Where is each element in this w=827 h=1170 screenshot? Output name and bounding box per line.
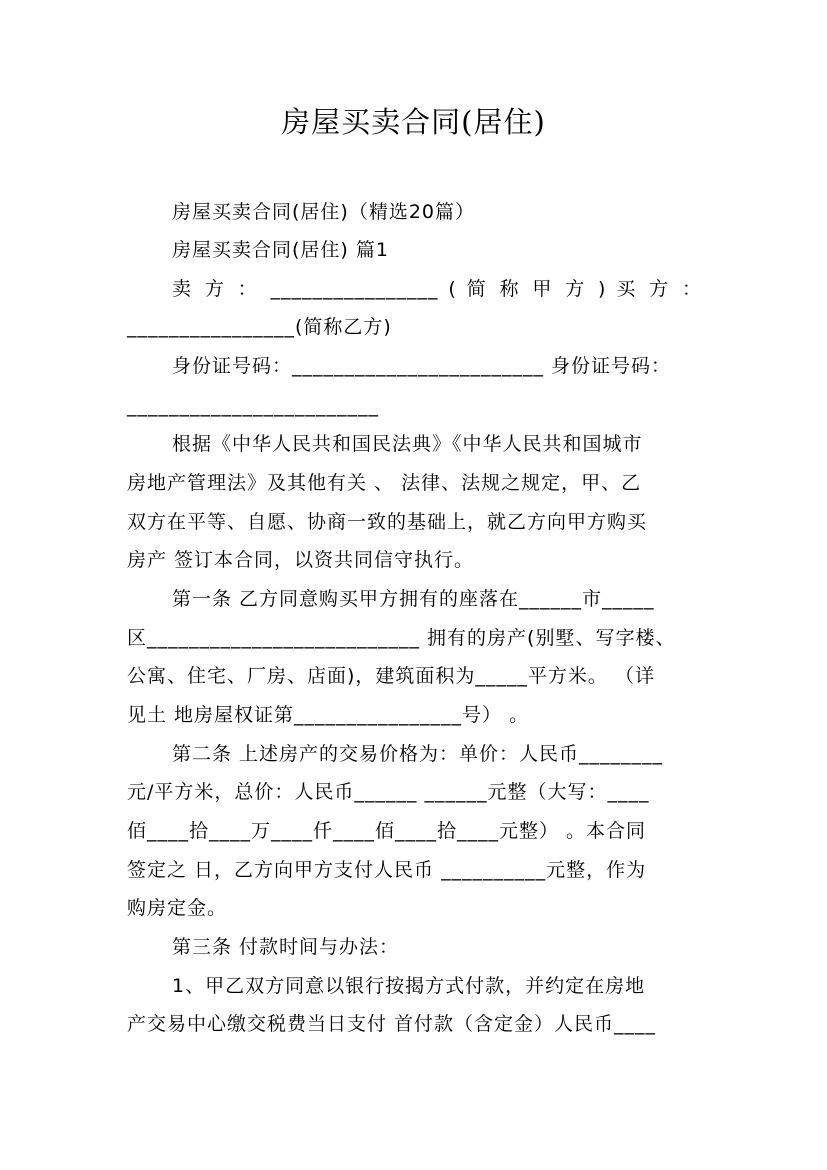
paragraph-line: 根据《中华人民共和国民法典》《中华人民共和国城市 [172, 433, 643, 455]
paragraph-line: 公寓、住宅、厂房、店面)，建筑面积为_____平方米。 （详 [127, 665, 655, 687]
buyer-abbrev-line: ________________(简称乙方) [127, 316, 392, 338]
subtitle-line: 房屋买卖合同(居住)（精选20篇） [172, 201, 476, 223]
paragraph-line: 见土 地房屋权证第________________号） 。 [127, 704, 530, 726]
paragraph-line: 双方在平等、自愿、协商一致的基础上，就乙方向甲方购买 [127, 511, 648, 533]
paragraph-line: 房产 签订本合同，以资共同信守执行。 [127, 549, 475, 571]
paragraph-line: 购房定金。 [127, 897, 228, 919]
paragraph-line: 佰____拾____万____仟____佰____拾____元整） 。本合同 [127, 820, 647, 842]
document-title: 房屋买卖合同(居住) [281, 105, 546, 139]
paragraph-line: 1、甲乙双方同意以银行按揭方式付款，并约定在房地 [172, 975, 646, 997]
id-number-line: 身份证号码：________________________ 身份证号码： [172, 355, 672, 377]
article-three-line: 第三条 付款时间与办法： [172, 936, 400, 958]
seller-buyer-line: 卖 方 ： ________________ ( 简 称 甲 方 ) 买 方 ： [172, 278, 702, 300]
article-one-line: 第一条 乙方同意购买甲方拥有的座落在______市_____ [172, 588, 655, 610]
paragraph-line: 元/平方米，总价：人民币______ ______元整（大写：____ [127, 781, 650, 803]
paragraph-line: 签定之 日，乙方向甲方支付人民币 __________元整，作为 [127, 859, 647, 881]
paragraph-line: 产交易中心缴交税费当日支付 首付款（含定金）人民币____ [127, 1013, 657, 1035]
article-two-line: 第二条 上述房产的交易价格为：单价：人民币________ [172, 743, 664, 765]
id-number-blank-line: ________________________ [127, 395, 379, 417]
paragraph-line: 区__________________________ 拥有的房产(别墅、写字楼、 [127, 627, 676, 649]
paragraph-line: 房地产管理法》及其他有关 、 法律、法规之规定，甲、乙 [127, 472, 642, 494]
section-heading: 房屋买卖合同(居住) 篇1 [172, 239, 389, 261]
